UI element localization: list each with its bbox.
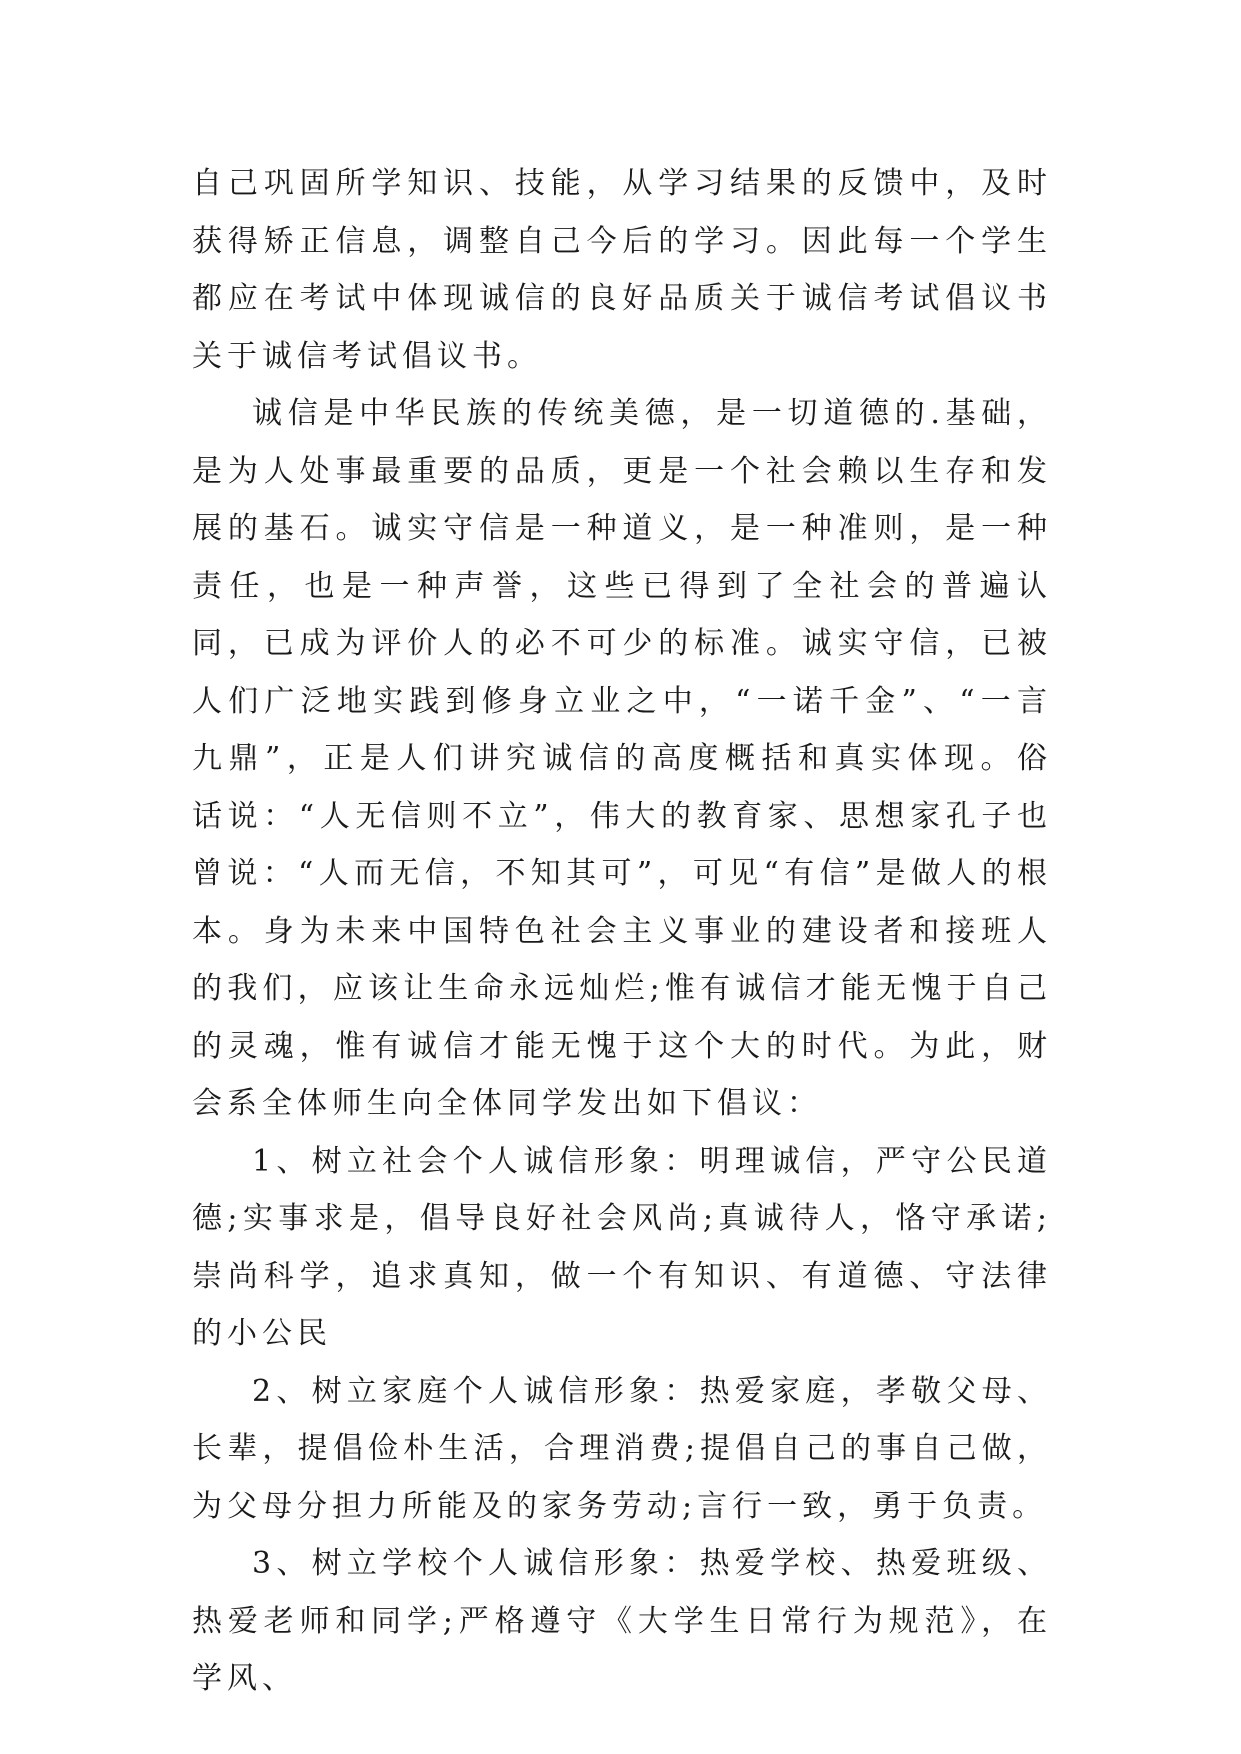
document-body bbox=[192, 155, 1052, 1708]
paragraph-intro-continuation: 自己巩固所学知识、技能，从学习结果的反馈中，及时获得矫正信息，调整自己今后的学习。因此每一个学生都应在考试中体现诚信的良好品质关于诚信考试倡议书关于诚信考试倡议书。 bbox=[192, 166, 1052, 374]
paragraph-integrity-virtue: 诚信是中华民族的传统美德，是一切道德的.基础，是为人处事最重要的品质，更是一个社会赖以生存和发展的基石。诚实守信是一种道义，是一种准则，是一种责任，也是一种声誉，这些已得到了全社会的普遍认同，已成为评价人的必不可少的标准。诚实守信，已被人们广泛地实践到修身立业之中，“一诺千金”、“一言九鼎”，正是人们讲究诚信的高度概括和真实体现。俗话说：“人无信则不立”，伟大的教育家、思想家孔子也曾说：“人而无信，不知其可”，可见“有信”是做人的根本。身为未来中国特色社会主义事业的建设者和接班人的我们，应该让生命永远灿烂;惟有诚信才能无愧于自己的灵魂，惟有诚信才能无愧于这个大的时代。为此，财会系全体师生向全体同学发出如下倡议： bbox=[192, 396, 1052, 1121]
paragraph-proposal-school: 3、树立学校个人诚信形象：热爱学校、热爱班级、热爱老师和同学;严格遵守《大学生日常行为规范》，在学风、 bbox=[192, 1546, 1052, 1696]
paragraph-proposal-family: 2、树立家庭个人诚信形象：热爱家庭，孝敬父母、长辈，提倡俭朴生活，合理消费;提倡自己的事自己做，为父母分担力所能及的家务劳动;言行一致，勇于负责。 bbox=[192, 1373, 1052, 1524]
paragraph-proposal-social: 1、树立社会个人诚信形象：明理诚信，严守公民道德;实事求是，倡导良好社会风尚;真诚待人，恪守承诺;崇尚科学，追求真知，做一个有知识、有道德、守法律的小公民 bbox=[192, 1143, 1052, 1351]
